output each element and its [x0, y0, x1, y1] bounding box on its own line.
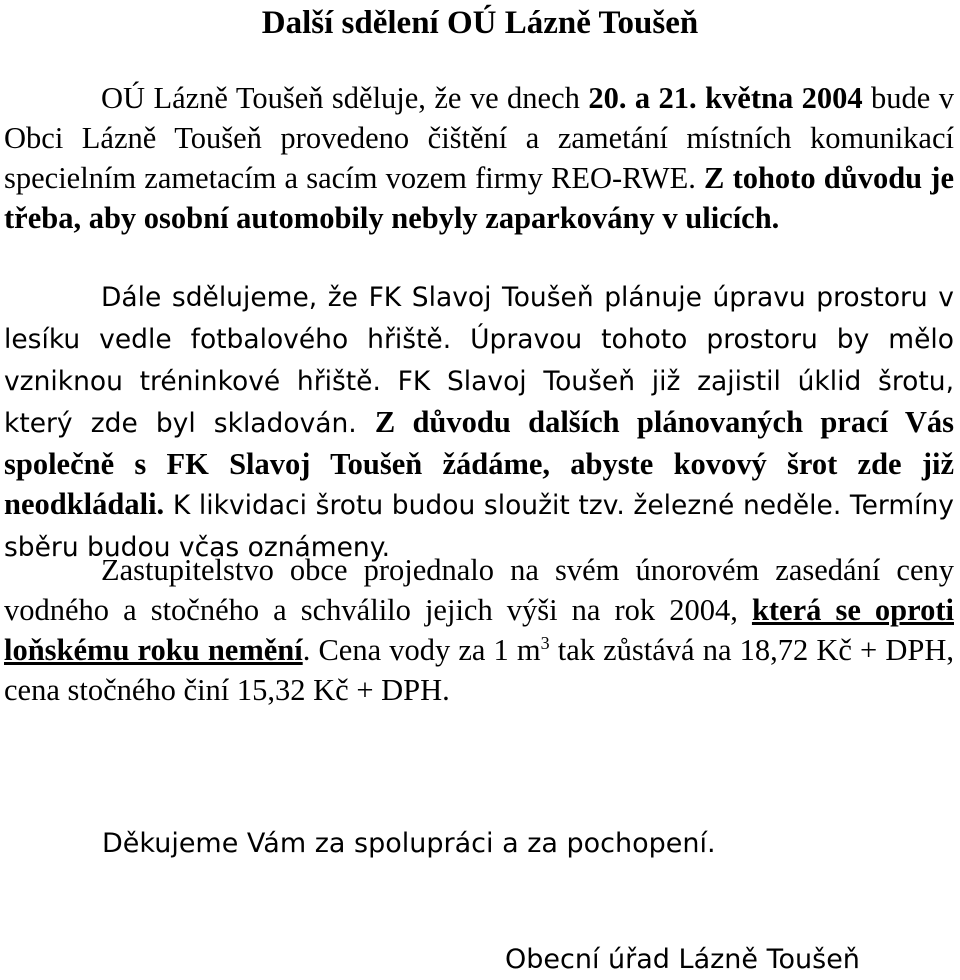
p1-text-2: bude v Obci Lázně Toušeň provedeno čištění a zametání místních komunikací specielním zametacím a sacím vozem firmy REO-RWE.: [4, 81, 955, 195]
p2-text-2: K likvidaci šrotu budou sloužit tzv. železné neděle. Termíny sběru budou včas oznámeny.: [4, 490, 954, 563]
p3-text-3: tak zůstává na 18,72 Kč + DPH, cena stočného činí 15,32 Kč + DPH.: [4, 633, 954, 707]
thanks-line: Děkujeme Vám za spolupráci a za pochopení.: [102, 828, 716, 859]
paragraph-street-cleaning: [4, 78, 954, 238]
page-title: Další sdělení OÚ Lázně Toušeň: [261, 5, 699, 41]
p3-superscript: 3: [540, 632, 550, 653]
paragraph-water-prices: [4, 550, 954, 710]
p2-request: Z důvodu dalších plánovaných prací Vás společně s FK Slavoj Toušeň žádáme, abyste kovový šrot zde již neodkládali.: [4, 405, 954, 521]
p1-date: 20. a 21. května 2004: [588, 81, 863, 115]
p1-text-1: OÚ Lázně Toušeň sděluje, že ve dnech: [101, 81, 589, 115]
p3-text-2: . Cena vody za 1 m: [302, 633, 541, 667]
p1-parking-notice: Z tohoto důvodu je třeba, aby osobní automobily nebyly zaparkovány v ulicích.: [4, 161, 954, 235]
p3-text-1: Zastupitelstvo obce projednalo na svém únorovém zasedání ceny vodného a stočného a schválilo jejich výši na rok 2004,: [4, 553, 954, 627]
signature: Obecní úřad Lázně Toušeň: [505, 944, 860, 975]
paragraph-scrap-metal: [4, 276, 954, 568]
p2-text-1: Dále sdělujeme, že FK Slavoj Toušeň plánuje úpravu prostoru v lesíku vedle fotbalového hřiště. Úpravou tohoto prostoru by mělo vzniknou tréninkové hřiště. FK Slavoj Toušeň již zajistil úklid šrotu, který zde byl skladován.: [4, 282, 954, 439]
p3-unchanged: která se oproti loňskému roku nemění: [4, 593, 954, 667]
